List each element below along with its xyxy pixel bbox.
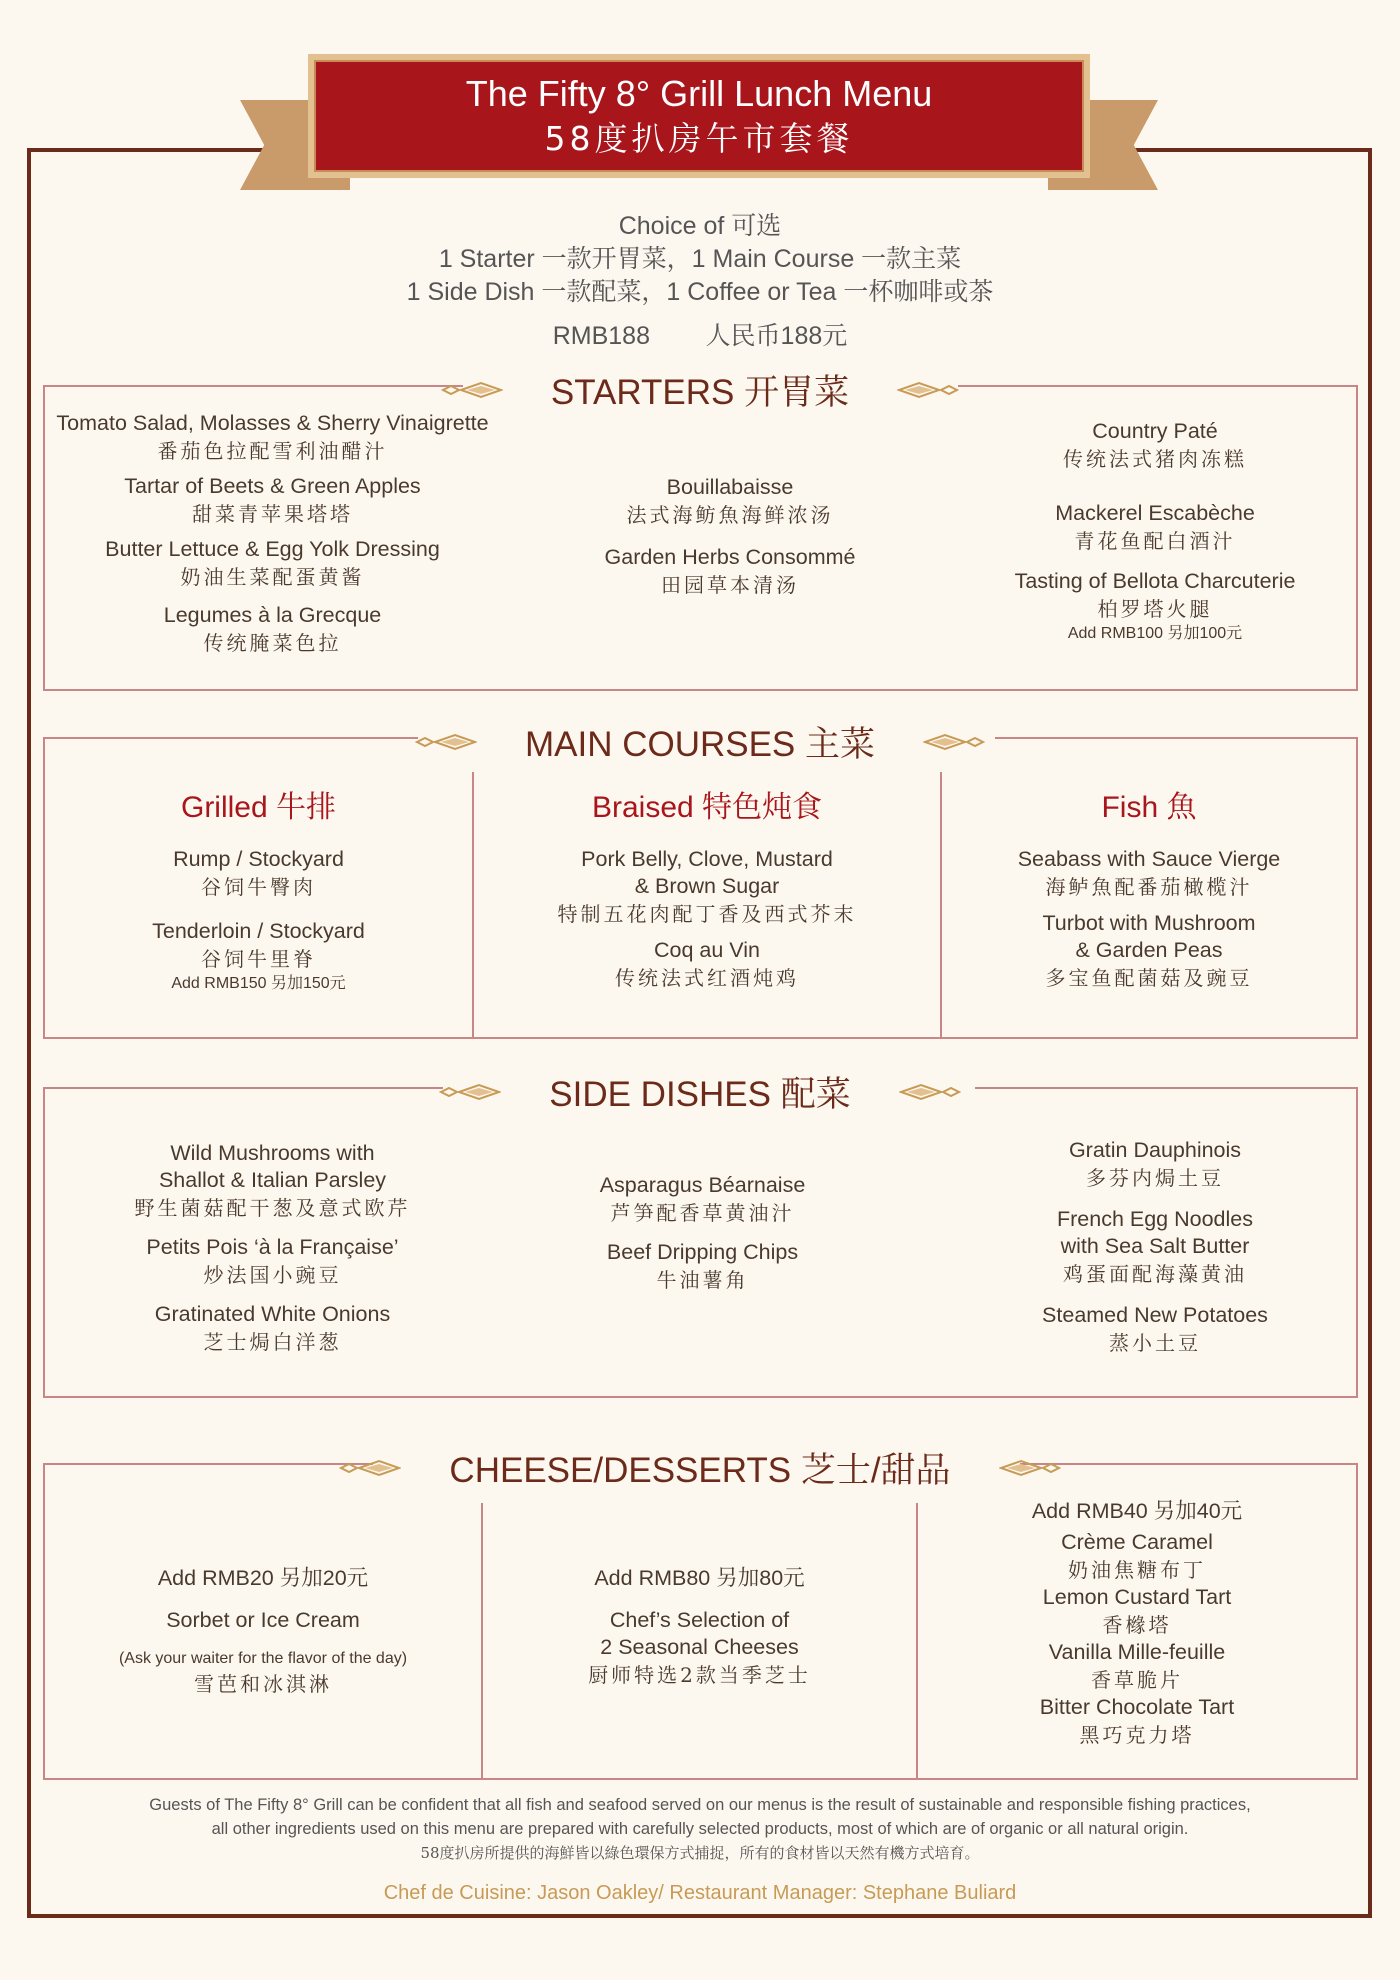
- dish-name-zh: 多芬内焗土豆: [1086, 1166, 1224, 1190]
- fish-heading: Fish 魚: [1101, 791, 1197, 824]
- dish-name: Beef Dripping Chips: [606, 1240, 799, 1264]
- dish-name: Legumes à la Grecque: [163, 603, 382, 627]
- dish-name: Steamed New Potatoes: [1042, 1303, 1268, 1327]
- ornament-icon: [339, 1459, 401, 1477]
- dish-name-zh: 鸡蛋面配海藻黄油: [1063, 1262, 1247, 1286]
- dish-name-zh: 传统法式红酒炖鸡: [615, 966, 799, 990]
- dish-name-zh: 柏罗塔火腿: [1097, 597, 1213, 621]
- dish-name-zh: 芦笋配香草黄油汁: [610, 1201, 795, 1225]
- desserts-title: CHEESE/DESSERTS 芝士/甜品: [441, 1443, 958, 1493]
- dish-name: Tomato Salad, Molasses & Sherry Vinaigrette: [56, 411, 489, 435]
- dish-name-zh: 传统法式猪肉冻糕: [1063, 447, 1247, 471]
- sides-col-1: [45, 1140, 500, 1356]
- dish-name-zh: 香草脆片: [1091, 1668, 1183, 1692]
- dish-name: Petits Pois ‘à la Française’: [146, 1235, 399, 1259]
- add-price: Add RMB40 另加40元: [1031, 1499, 1243, 1523]
- dish-name: Asparagus Béarnaise: [599, 1173, 806, 1197]
- menu-title: The Fifty 8° Grill Lunch Menu: [465, 73, 933, 114]
- ornament-icon: [415, 733, 477, 751]
- price-note: Add RMB100 另加100元: [1067, 625, 1243, 642]
- price-note: Add RMB150 另加150元: [171, 975, 346, 992]
- intro-choice: Choice of 可选: [618, 212, 782, 240]
- dish-name: Butter Lettuce & Egg Yolk Dressing: [105, 537, 440, 561]
- intro-line-2: 1 Side Dish 一款配菜，1 Coffee or Tea 一杯咖啡或茶: [406, 278, 994, 306]
- ornament-icon: [441, 381, 503, 399]
- dish-name: Turbot with Mushroom: [1042, 911, 1256, 935]
- dish-name: Tartar of Beets & Green Apples: [124, 474, 421, 498]
- dish-name: Tenderloin / Stockyard: [152, 919, 365, 943]
- dish-name: Gratinated White Onions: [154, 1302, 391, 1326]
- starters-header: [0, 365, 1400, 415]
- dish-name: Mackerel Escabèche: [1055, 501, 1255, 525]
- dish-name-zh: 甜菜青苹果塔塔: [192, 502, 353, 526]
- dish-name-zh: 多宝鱼配菌菇及豌豆: [1045, 966, 1253, 990]
- dish-name-zh: 番茄色拉配雪利油醋汁: [157, 439, 388, 463]
- ornament-icon: [999, 1459, 1061, 1477]
- dish-name-zh: 蒸小土豆: [1109, 1331, 1201, 1355]
- dish-name: Pork Belly, Clove, Mustard: [581, 847, 833, 871]
- dish-name-zh: 田园草本清汤: [661, 573, 799, 597]
- starters-col-3: [960, 418, 1350, 645]
- chef-credit: Chef de Cuisine: Jason Oakley/ Restaurant Manager: Stephane Buliard: [383, 1882, 1017, 1904]
- dish-name: Coq au Vin: [654, 938, 760, 962]
- dish-name: Wild Mushrooms with: [170, 1141, 375, 1165]
- sides-header: [0, 1067, 1400, 1117]
- dish-name: Tasting of Bellota Charcuterie: [1014, 569, 1296, 593]
- dish-name-zh: 雪芭和冰淇淋: [194, 1672, 332, 1696]
- dish-name-zh: 野生菌菇配干葱及意式欧芹: [134, 1196, 411, 1220]
- sides-col-2: [480, 1172, 925, 1294]
- desserts-col-2: [483, 1565, 916, 1689]
- braised-column: [474, 788, 940, 992]
- dish-name: Crème Caramel: [1061, 1530, 1213, 1554]
- dish-name-cont: with Sea Salt Butter: [1060, 1234, 1250, 1258]
- menu-subtitle: 58度扒房午市套餐: [544, 119, 854, 158]
- dish-name: Lemon Custard Tart: [1042, 1585, 1232, 1609]
- ornament-icon: [897, 381, 959, 399]
- footer-note-zh: 58度扒房所提供的海鮮皆以綠色環保方式捕捉，所有的食材皆以天然有機方式培育。: [420, 1844, 980, 1862]
- desserts-col-1: [45, 1565, 481, 1698]
- dish-name: Rump / Stockyard: [173, 847, 344, 871]
- mains-header: [0, 717, 1400, 767]
- sides-col-3: [960, 1137, 1350, 1357]
- ribbon-banner: [308, 54, 1090, 178]
- flavor-note: (Ask your waiter for the flavor of the day): [118, 1650, 408, 1667]
- dish-name-zh: 牛油薯角: [656, 1268, 749, 1292]
- dish-name-cont: Shallot & Italian Parsley: [158, 1168, 387, 1192]
- starters-title: STARTERS 开胃菜: [543, 365, 857, 415]
- dish-name-zh: 奶油生菜配蛋黄酱: [180, 565, 365, 589]
- desserts-col-3: [918, 1498, 1356, 1749]
- dish-name: Gratin Dauphinois: [1068, 1138, 1242, 1162]
- dish-name-zh: 香橼塔: [1102, 1613, 1172, 1637]
- braised-heading: Braised 特色炖食: [591, 791, 823, 824]
- starters-col-2: [500, 474, 960, 599]
- ornament-icon: [923, 733, 985, 751]
- dish-name-zh: 厨师特选2款当季芝士: [588, 1663, 811, 1687]
- intro-line-1: 1 Starter 一款开胃菜，1 Main Course 一款主菜: [438, 245, 962, 273]
- dish-name: Garden Herbs Consommé: [604, 545, 856, 569]
- dish-name-cont: & Brown Sugar: [634, 874, 780, 898]
- dish-name-zh: 谷饲牛里脊: [201, 947, 316, 971]
- dish-name-cont: 2 Seasonal Cheeses: [600, 1635, 799, 1659]
- dish-name-zh: 青花鱼配白酒汁: [1074, 529, 1236, 553]
- dish-name-zh: 黑巧克力塔: [1079, 1723, 1195, 1747]
- dish-name: Vanilla Mille-feuille: [1048, 1640, 1226, 1664]
- intro-price: RMB188 人民币188元: [552, 322, 848, 350]
- dish-name-zh: 特制五花肉配丁香及西式芥末: [557, 902, 857, 926]
- dish-name-zh: 炒法国小豌豆: [203, 1263, 342, 1287]
- dish-name: Country Paté: [1092, 419, 1218, 443]
- starters-col-1: [45, 410, 500, 657]
- dish-name: Sorbet or Ice Cream: [166, 1608, 360, 1632]
- fish-column: [942, 788, 1356, 992]
- dish-name-cont: & Garden Peas: [1075, 938, 1223, 962]
- dish-name-zh: 法式海鲂魚海鲜浓汤: [626, 503, 834, 527]
- grilled-column: [45, 788, 472, 995]
- dish-name-zh: 奶油焦糖布丁: [1068, 1558, 1206, 1582]
- add-price: Add RMB80 另加80元: [594, 1566, 805, 1590]
- grilled-heading: Grilled 牛排: [180, 791, 337, 824]
- dish-name-zh: 传统腌菜色拉: [203, 631, 342, 655]
- footer-note-2: all other ingredients used on this menu are prepared with carefully selected products, most of which are of organic or all natural origin.: [211, 1820, 1189, 1838]
- dish-name: Bitter Chocolate Tart: [1039, 1695, 1235, 1719]
- dish-name-zh: 海鲈魚配番茄橄榄汁: [1045, 875, 1253, 899]
- dish-name-zh: 芝士焗白洋葱: [203, 1330, 342, 1354]
- dish-name: Bouillabaisse: [666, 475, 794, 499]
- footer-note-1: Guests of The Fifty 8° Grill can be confident that all fish and seafood served on our menus is the result of sustainable and responsible fishing practices,: [149, 1796, 1251, 1814]
- title-ribbon: [240, 54, 1158, 196]
- dish-name: French Egg Noodles: [1057, 1207, 1253, 1231]
- dish-name: Seabass with Sauce Vierge: [1017, 847, 1281, 871]
- sides-title: SIDE DISHES 配菜: [541, 1067, 858, 1117]
- ornament-icon: [439, 1083, 501, 1101]
- add-price: Add RMB20 另加20元: [157, 1566, 369, 1590]
- ornament-icon: [899, 1083, 961, 1101]
- mains-title: MAIN COURSES 主菜: [517, 717, 883, 767]
- dish-name: Chef’s Selection of: [609, 1608, 790, 1632]
- dish-name-zh: 谷饲牛臀肉: [201, 875, 316, 899]
- desserts-header: [0, 1443, 1400, 1493]
